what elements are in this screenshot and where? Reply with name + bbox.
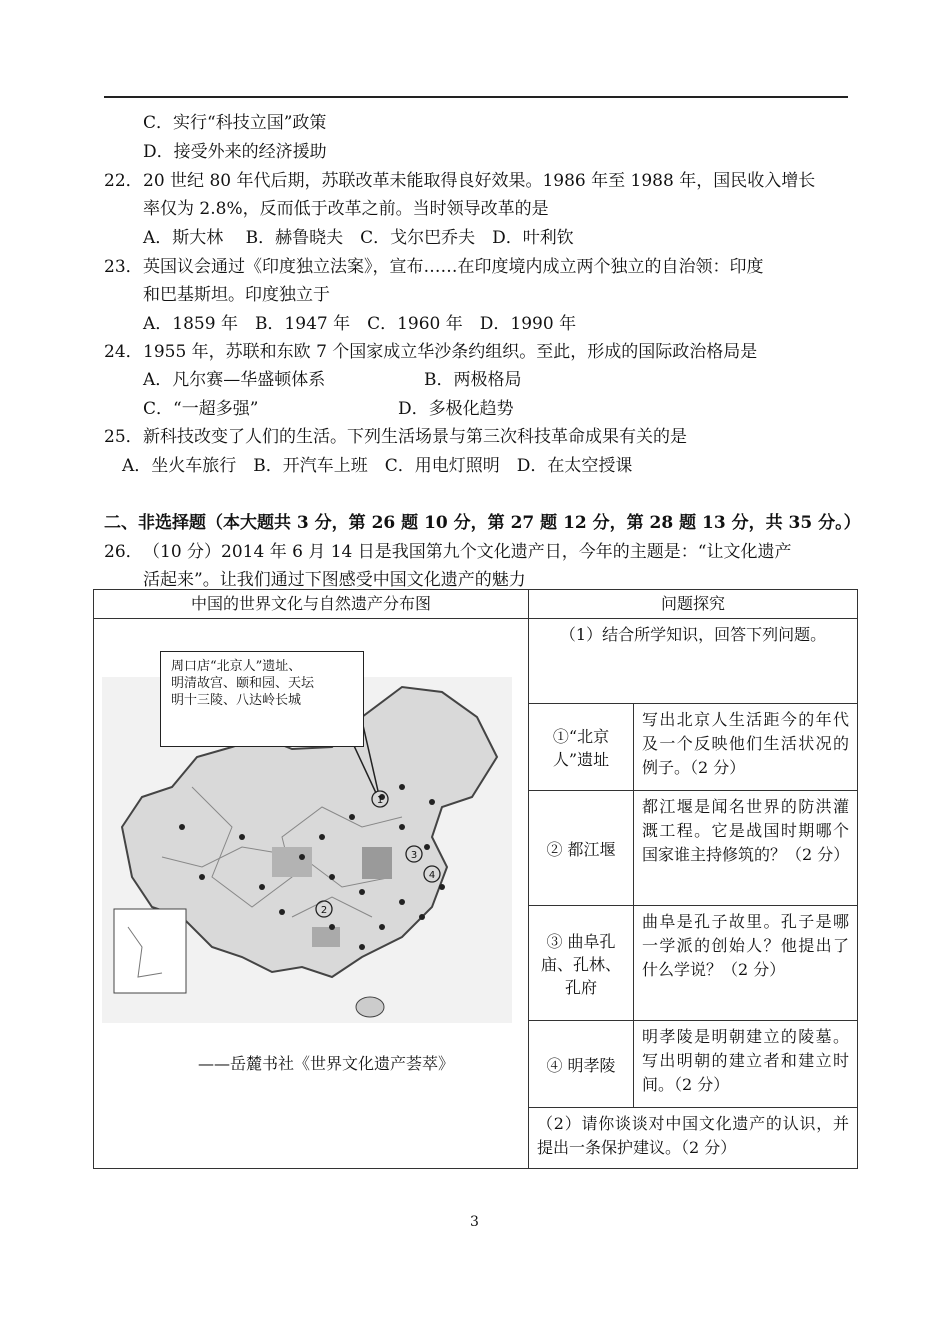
row-question-dujiangyan: 都江堰是闻名世界的防洪灌溉工程。它是战国时期哪个国家谁主持修筑的？（2 分）: [634, 791, 858, 906]
row-question-ming-xiaoling: 明孝陵是明朝建立的陵墓。写出明朝的建立者和建立时间。（2 分）: [634, 1021, 858, 1108]
q26-stem-line1: （10 分）2014 年 6 月 14 日是我国第九个文化遗产日，今年的主题是：“让文化遗产: [143, 542, 792, 562]
callout-line: 明十三陵、八达岭长城: [171, 693, 302, 708]
part2-question: （2）请你谈谈对中国文化遗产的认识，并提出一条保护建议。（2 分）: [529, 1108, 858, 1169]
q25-options: A．坐火车旅行 B．开汽车上班 C．用电灯照明 D．在太空授课: [122, 456, 633, 476]
inquiry-column-header: 问题探究: [529, 590, 858, 619]
q24-option-b: B．两极格局: [424, 370, 522, 390]
q26-stem-line2: 活起来”。让我们通过下图感受中国文化遗产的魅力: [143, 570, 526, 590]
svg-text:2: 2: [320, 905, 328, 916]
q25-number: 25．: [104, 427, 143, 447]
page-number: 3: [470, 1214, 479, 1230]
svg-text:4: 4: [428, 870, 436, 881]
q24-number: 24．: [104, 342, 143, 362]
q21-option-c: C．实行“科技立国”政策: [143, 113, 327, 133]
q23-number: 23．: [104, 257, 143, 277]
q25-stem: 新科技改变了人们的生活。下列生活场景与第三次科技革命成果有关的是: [143, 427, 687, 447]
section2-heading: 二、非选择题（本大题共 3 分，第 26 题 10 分，第 27 题 12 分，第 28 题 13 分，共 35 分。）: [104, 513, 861, 533]
q22-stem-line1: 20 世纪 80 年代后期，苏联改革未能取得良好效果。1986 年至 1988 年，国民收入增长: [143, 171, 816, 191]
row-label-dujiangyan: ② 都江堰: [529, 791, 634, 906]
q22-options: A．斯大林 B．赫鲁晓夫 C．戈尔巴乔夫 D．叶利钦: [143, 228, 574, 248]
map-callout-box: [160, 651, 364, 747]
map-column-header: 中国的世界文化与自然遗产分布图: [94, 590, 529, 619]
row-label-peking-man: ①“北京人”遗址: [529, 704, 634, 791]
q23-options: A．1859 年 B．1947 年 C．1960 年 D．1990 年: [143, 314, 577, 334]
top-rule: [104, 96, 848, 98]
callout-line: 周口店“北京人”遗址、: [171, 659, 302, 674]
q24-option-a: A．凡尔赛—华盛顿体系: [143, 370, 326, 390]
row-label-ming-xiaoling: ④ 明孝陵: [529, 1021, 634, 1108]
part1-intro: （1）结合所学知识，回答下列问题。: [529, 619, 858, 704]
q23-stem-line2: 和巴基斯坦。印度独立于: [143, 285, 330, 305]
row-question-qufu: 曲阜是孔子故里。孔子是哪一学派的创始人？他提出了什么学说？（2 分）: [634, 906, 858, 1021]
callout-line: 明清故宫、颐和园、天坛: [171, 676, 315, 691]
row-question-peking-man: 写出北京人生活距今的年代及一个反映他们生活状况的例子。（2 分）: [634, 704, 858, 791]
svg-text:3: 3: [410, 850, 418, 861]
q22-number: 22．: [104, 171, 143, 191]
q26-table: [93, 589, 858, 1169]
row-label-qufu: ③ 曲阜孔庙、孔林、孔府: [529, 906, 634, 1021]
q23-stem-line1: 英国议会通过《印度独立法案》，宣布……在印度境内成立两个独立的自治领：印度: [143, 257, 764, 277]
map-cell: [94, 619, 529, 1169]
svg-text:1: 1: [376, 795, 384, 806]
q24-option-d: D．多极化趋势: [398, 399, 514, 419]
q21-option-d: D．接受外来的经济援助: [143, 142, 327, 162]
q24-option-c: C．“一超多强”: [143, 399, 259, 419]
q24-stem: 1955 年，苏联和东欧 7 个国家成立华沙条约组织。至此，形成的国际政治格局是: [143, 342, 758, 362]
map-credit: ——岳麓书社《世界文化遗产荟萃》: [198, 1054, 455, 1073]
q22-stem-line2: 率仅为 2.8%，反而低于改革之前。当时领导改革的是: [143, 199, 549, 219]
q26-number: 26．: [104, 542, 143, 562]
